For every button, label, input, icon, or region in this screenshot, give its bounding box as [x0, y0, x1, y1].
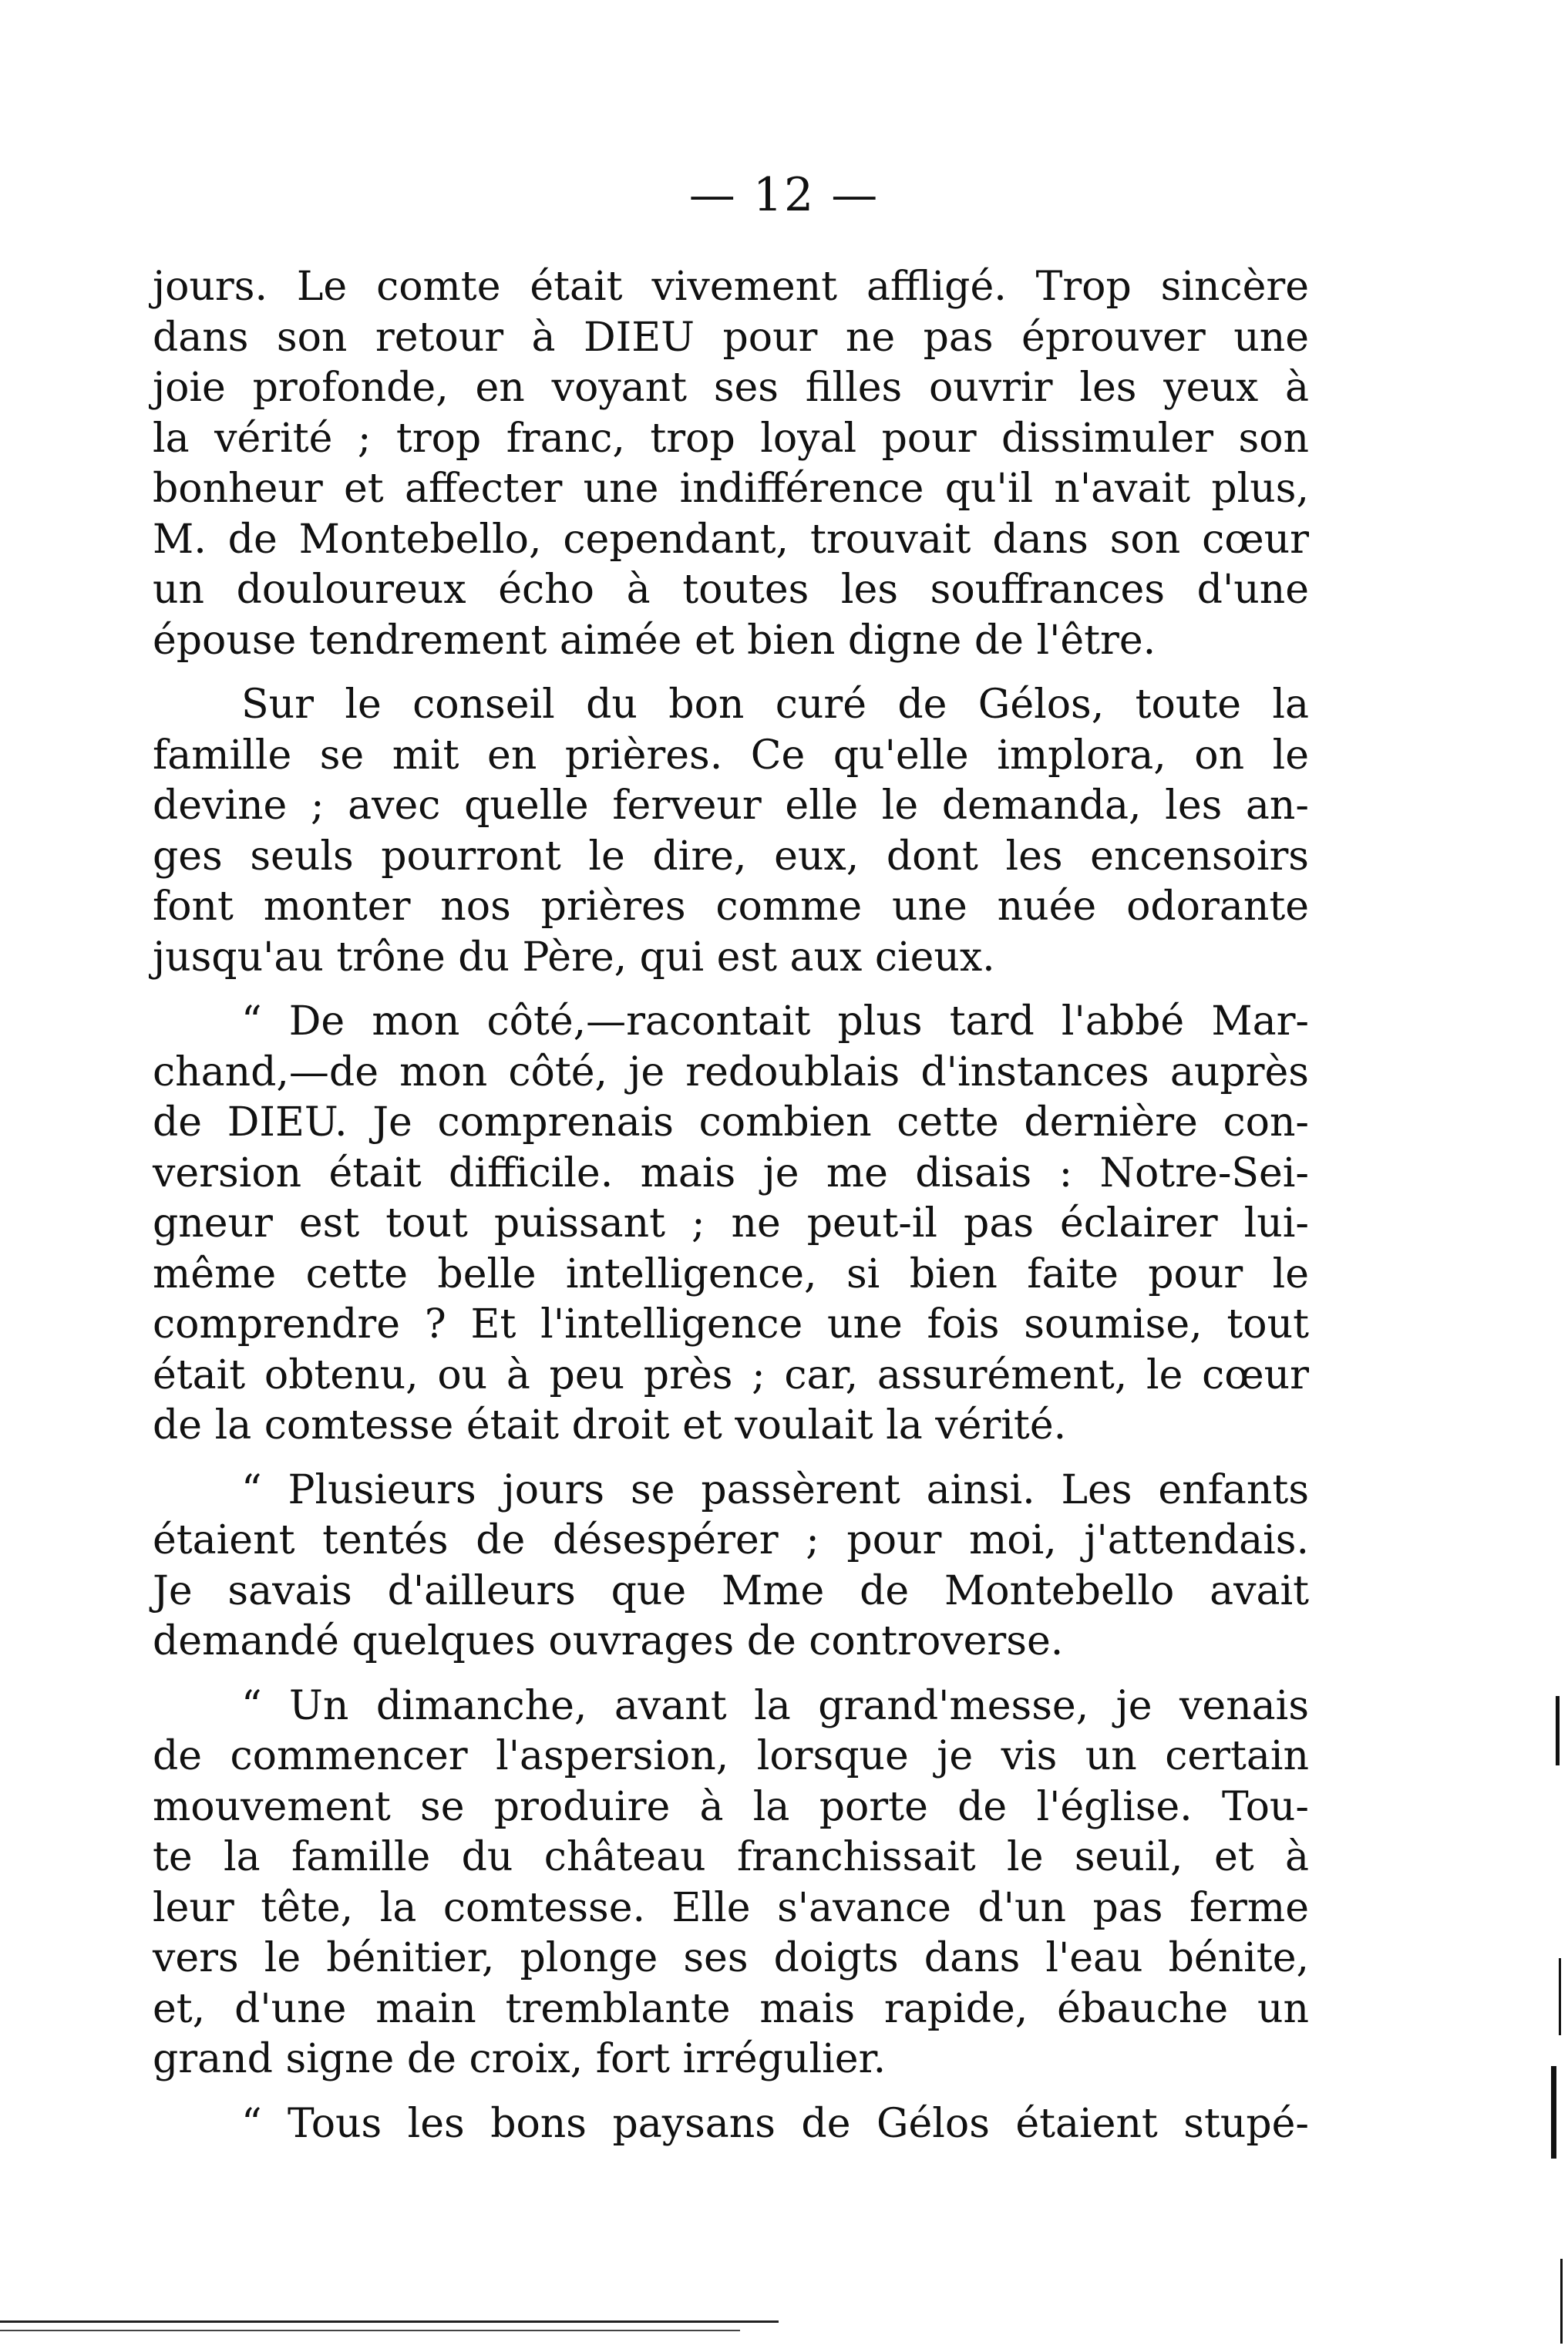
text-line: font monter nos prières comme une nuée odorante: [153, 883, 1309, 930]
text-line: “ De mon côté,—racontait plus tard l'abbé Mar-: [241, 998, 1309, 1045]
bottom-rule: [0, 2320, 779, 2323]
text-line: gneur est tout puissant ; ne peut-il pas éclairer lui-: [153, 1200, 1309, 1247]
text-line: ges seuls pourront le dire, eux, dont les encensoirs: [153, 833, 1309, 880]
text-line: jusqu'au trône du Père, qui est aux cieux.: [153, 934, 995, 981]
text-line: vers le bénitier, plonge ses doigts dans l'eau bénite,: [153, 1935, 1309, 1981]
body-text: [153, 262, 1309, 2149]
text-line: de la comtesse était droit et voulait la vérité.: [153, 1402, 1067, 1449]
text-line: dans son retour à DIEU pour ne pas éprouver une: [153, 314, 1309, 361]
scan-edge-mark: [1559, 1958, 1561, 2035]
page-number: — 12 —: [688, 168, 880, 222]
text-line: était obtenu, ou à peu près ; car, assurément, le cœur: [153, 1351, 1309, 1398]
text-line: “ Tous les bons paysans de Gélos étaient stupé-: [241, 2100, 1309, 2147]
text-line: et, d'une main tremblante mais rapide, ébauche un: [153, 1985, 1309, 2032]
text-line: de commencer l'aspersion, lorsque je vis un certain: [153, 1733, 1309, 1779]
text-line: te la famille du château franchissait le seuil, et à: [153, 1834, 1309, 1880]
text-line: un douloureux écho à toutes les souffrances d'une: [153, 567, 1309, 613]
text-line: grand signe de croix, fort irrégulier.: [153, 2036, 887, 2082]
paragraph-gap: [153, 1452, 1309, 1466]
text-line: leur tête, la comtesse. Elle s'avance d'un pas ferme: [153, 1884, 1309, 1931]
text-line: Je savais d'ailleurs que Mme de Montebello avait: [153, 1567, 1309, 1614]
text-line: M. de Montebello, cependant, trouvait dans son cœur: [153, 516, 1309, 563]
scan-edge-mark: [1560, 2259, 1563, 2344]
text-line: mouvement se produire à la porte de l'église. Tou-: [153, 1783, 1309, 1830]
text-line: de DIEU. Je comprenais combien cette dernière con-: [153, 1099, 1309, 1146]
text-line: jours. Le comte était vivement affligé. Trop sincère: [153, 264, 1309, 310]
text-line: la vérité ; trop franc, trop loyal pour dissimuler son: [153, 415, 1309, 462]
text-line: Sur le conseil du bon curé de Gélos, toute la: [241, 681, 1309, 728]
text-line: “ Plusieurs jours se passèrent ainsi. Les enfants: [241, 1466, 1309, 1513]
text-line: version était difficile. mais je me disais : Notre-Sei-: [153, 1149, 1309, 1196]
text-line: famille se mit en prières. Ce qu'elle implora, on le: [153, 732, 1309, 779]
text-line: étaient tentés de désespérer ; pour moi, j'attendais.: [153, 1517, 1309, 1563]
text-line: demandé quelques ouvrages de controverse.: [153, 1618, 1064, 1664]
text-line: “ Un dimanche, avant la grand'messe, je venais: [241, 1682, 1309, 1729]
paragraph-gap: [153, 2085, 1309, 2099]
scan-edge-mark: [1551, 2066, 1556, 2159]
text-line: joie profonde, en voyant ses filles ouvrir les yeux à: [153, 365, 1309, 411]
paragraph-gap: [153, 983, 1309, 997]
text-line: bonheur et affecter une indifférence qu'il n'avait plus,: [153, 466, 1309, 512]
text-line: devine ; avec quelle ferveur elle le demanda, les an-: [153, 782, 1309, 829]
paragraph-gap: [153, 1668, 1309, 1681]
text-line: même cette belle intelligence, si bien faite pour le: [153, 1250, 1309, 1297]
bottom-rule: [0, 2330, 740, 2331]
text-line: comprendre ? Et l'intelligence une fois soumise, tout: [153, 1301, 1309, 1348]
text-line: épouse tendrement aimée et bien digne de l'être.: [153, 617, 1156, 664]
paragraph-gap: [153, 666, 1309, 680]
text-line: chand,—de mon côté, je redoublais d'instances auprès: [153, 1048, 1309, 1095]
scan-edge-mark: [1556, 1696, 1560, 1765]
